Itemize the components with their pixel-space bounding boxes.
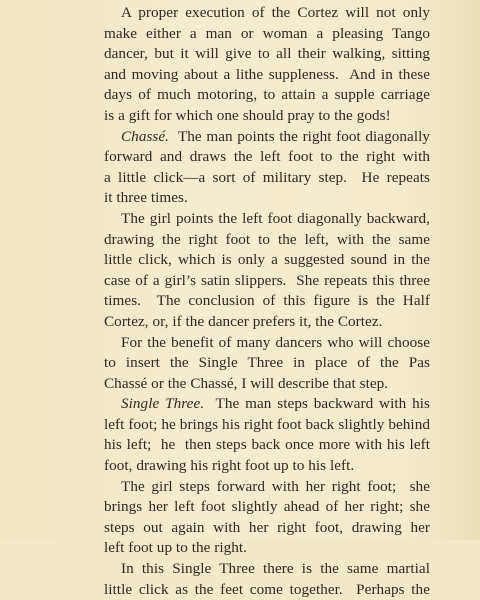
text-line xyxy=(104,291,430,312)
line-text: his left; he then steps back once more with his left xyxy=(104,436,430,454)
line-text: Cortez, or, if the dancer prefers it, the Cortez. xyxy=(104,312,383,330)
line-text: dancer, but it will give to all their walking, sitting xyxy=(104,45,430,63)
line-text: The man points the right foot diagonally xyxy=(169,127,430,145)
line-text: The girl steps forward with her right foot; she xyxy=(121,477,430,495)
paragraph xyxy=(104,333,430,395)
text-line xyxy=(104,65,430,86)
text-line xyxy=(104,580,430,600)
text-line xyxy=(104,394,430,415)
italic-step-heading: Chassé. xyxy=(121,127,170,145)
text-line xyxy=(104,3,430,24)
text-line xyxy=(104,250,430,271)
line-text: For the benefit of many dancers who will choose xyxy=(121,333,430,351)
text-line xyxy=(104,374,430,395)
text-line xyxy=(104,147,430,168)
text-line xyxy=(104,435,430,456)
text-line xyxy=(104,188,430,209)
text-line xyxy=(104,456,430,477)
paragraph xyxy=(104,3,430,127)
line-text: to insert the Single Three in place of the Pas xyxy=(104,354,430,372)
line-text: Chassé or the Chassé, I will describe that step. xyxy=(104,374,389,392)
paragraph xyxy=(104,394,430,476)
text-line xyxy=(104,497,430,518)
text-line xyxy=(104,44,430,65)
paragraph xyxy=(104,209,430,333)
paragraph xyxy=(104,477,430,559)
line-text: steps out again with her right foot, drawing her xyxy=(104,518,430,536)
italic-step-heading: Single Three. xyxy=(121,395,205,413)
line-text: and moving about a lithe suppleness. And in these xyxy=(104,65,430,83)
paragraph xyxy=(104,559,430,600)
text-line xyxy=(104,271,430,292)
line-text: a little click—a sort of military step. He repeats xyxy=(104,168,430,186)
line-text: little click as the feet come together. Perhaps the xyxy=(104,580,430,598)
line-text: it three times. xyxy=(104,189,188,207)
text-line xyxy=(104,333,430,354)
text-line xyxy=(104,353,430,374)
line-text: times. The conclusion of this figure is the Half xyxy=(104,292,430,310)
text-line xyxy=(104,24,430,45)
line-text: drawing the right foot to the left, with the same xyxy=(104,230,430,248)
line-text: The girl points the left foot diagonally backward, xyxy=(121,209,430,227)
line-text: days of much motoring, to attain a supple carriage xyxy=(104,86,430,104)
page-body-text xyxy=(104,3,430,600)
text-line xyxy=(104,312,430,333)
line-text: is a gift for which one should pray to the gods! xyxy=(104,106,391,124)
text-line xyxy=(104,209,430,230)
text-line xyxy=(104,85,430,106)
text-line xyxy=(104,168,430,189)
line-text: brings her left foot slightly ahead of her right; she xyxy=(104,498,430,516)
line-text: left foot; he brings his right foot back slightly behind xyxy=(104,415,430,433)
line-text: The man steps backward with his xyxy=(204,395,430,413)
text-line xyxy=(104,106,430,127)
line-text: foot, drawing his right foot up to his left. xyxy=(104,457,355,475)
line-text: forward and draws the left foot to the right with xyxy=(104,148,430,166)
text-line xyxy=(104,559,430,580)
line-text: left foot up to the right. xyxy=(104,539,248,557)
line-text: little click, which is only a suggested sound in the xyxy=(104,251,430,269)
text-line xyxy=(104,127,430,148)
line-text: make either a man or woman a pleasing Tango xyxy=(104,24,430,42)
text-line xyxy=(104,518,430,539)
line-text: case of a girl’s satin slippers. She repeats this three xyxy=(104,271,430,289)
paragraph xyxy=(104,127,430,209)
text-line xyxy=(104,230,430,251)
text-line xyxy=(104,477,430,498)
text-line xyxy=(104,538,430,559)
line-text: In this Single Three there is the same martial xyxy=(121,560,430,578)
text-line xyxy=(104,415,430,436)
line-text: A proper execution of the Cortez will not only xyxy=(121,4,430,21)
